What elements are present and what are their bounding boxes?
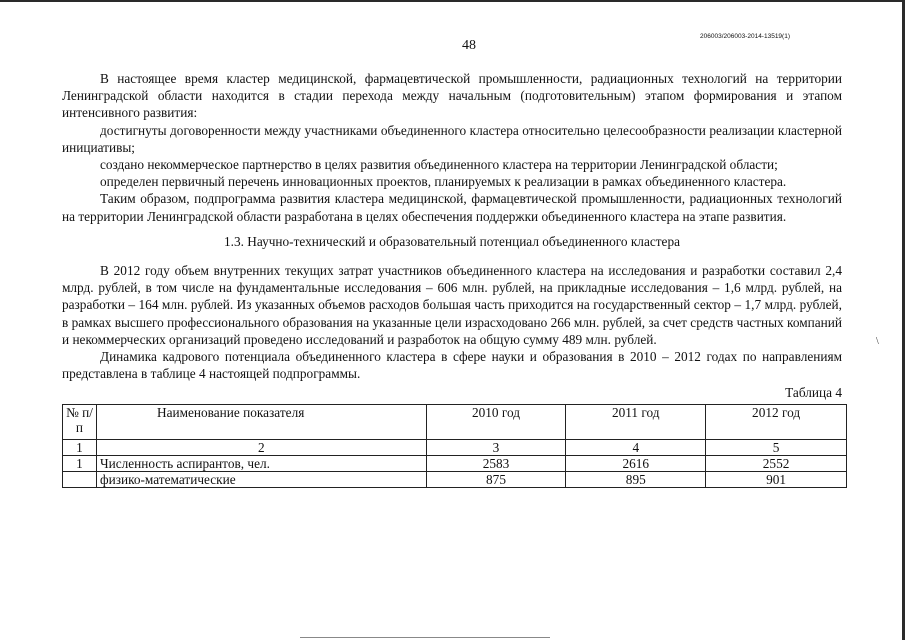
table-cell: 5 — [706, 439, 847, 455]
table-cell: 1 — [63, 439, 97, 455]
table-cell: 2 — [96, 439, 426, 455]
table-cell: 895 — [566, 471, 706, 487]
paragraph: определен первичный перечень инновационных проектов, планируемых к реализации в рамках объединенного кластера. — [100, 174, 787, 190]
column-header: 2011 год — [566, 404, 706, 439]
table-index-row — [63, 439, 847, 455]
paragraph: В настоящее время кластер медицинской, фармацевтической промышленности, радиационных технологий на территории Ленинградской области находится в стадии перехода между начальным (подготовительным) этапом формирования и этапом интенсивного развития: — [62, 71, 842, 121]
column-header: Наименование показателя — [96, 404, 426, 439]
paragraph: Таким образом, подпрограмма развития кластера медицинской, фармацевтической промышленности, радиационных технологий на территории Ленинградской области разработана в целях обеспечения поддержки объединенного кластера на этапе развития. — [62, 191, 842, 224]
table-caption: Таблица 4 — [785, 385, 842, 401]
table-row — [63, 471, 847, 487]
data-table — [62, 404, 847, 488]
paragraph: создано некоммерческое партнерство в целях развития объединенного кластера на территории Ленинградской области; — [100, 157, 778, 173]
page-border-top — [0, 0, 905, 2]
page-number: 48 — [462, 38, 476, 53]
table-cell: 2583 — [426, 455, 566, 471]
table-cell: физико-математические — [96, 471, 426, 487]
table-cell: 4 — [566, 439, 706, 455]
table-cell: 875 — [426, 471, 566, 487]
column-header: 2010 год — [426, 404, 566, 439]
table-cell: 2552 — [706, 455, 847, 471]
paragraph: достигнуты договоренности между участниками объединенного кластера относительно целесообразности реализации кластерной инициативы; — [62, 122, 842, 155]
column-header: 2012 год — [706, 404, 847, 439]
table-header-row — [63, 404, 847, 439]
document-body — [62, 70, 842, 488]
paragraph: Динамика кадрового потенциала объединенного кластера в сфере науки и образования в 2010 – 2012 годах по направлениям представлена в таблице 4 настоящей подпрограммы. — [62, 349, 842, 382]
margin-mark: \ — [876, 336, 879, 347]
page-border-bottom — [300, 637, 550, 638]
document-code: 206003/206003-2014-13519(1) — [700, 33, 790, 40]
table-cell — [63, 471, 97, 487]
section-heading: 1.3. Научно-технический и образовательный потенциал объединенного кластера — [223, 233, 681, 249]
paragraph: В 2012 году объем внутренних текущих затрат участников объединенного кластера на исследования и разработки составил 2,4 млрд. рублей, в том числе на фундаментальные исследования – 606 млн. рублей, на прикладные исследования – 1,6 млрд. рублей, на разработки – 164 млн. рублей. Из указанных объемов расходов большая часть приходится на государственный сектор – 1,7 млрд. рублей, в рамках высшего профессионального образования на указанные цели израсходовано 266 млн. рублей, за счет средств частных компаний и некоммерческих организаций проведено исследований и разработок на общую сумму 489 млн. рублей. — [62, 263, 842, 347]
table-cell: 1 — [63, 455, 97, 471]
table-cell: Численность аспирантов, чел. — [96, 455, 426, 471]
table-row — [63, 455, 847, 471]
table-cell: 901 — [706, 471, 847, 487]
table-cell: 3 — [426, 439, 566, 455]
table-cell: 2616 — [566, 455, 706, 471]
column-header: № п/п — [63, 404, 97, 439]
